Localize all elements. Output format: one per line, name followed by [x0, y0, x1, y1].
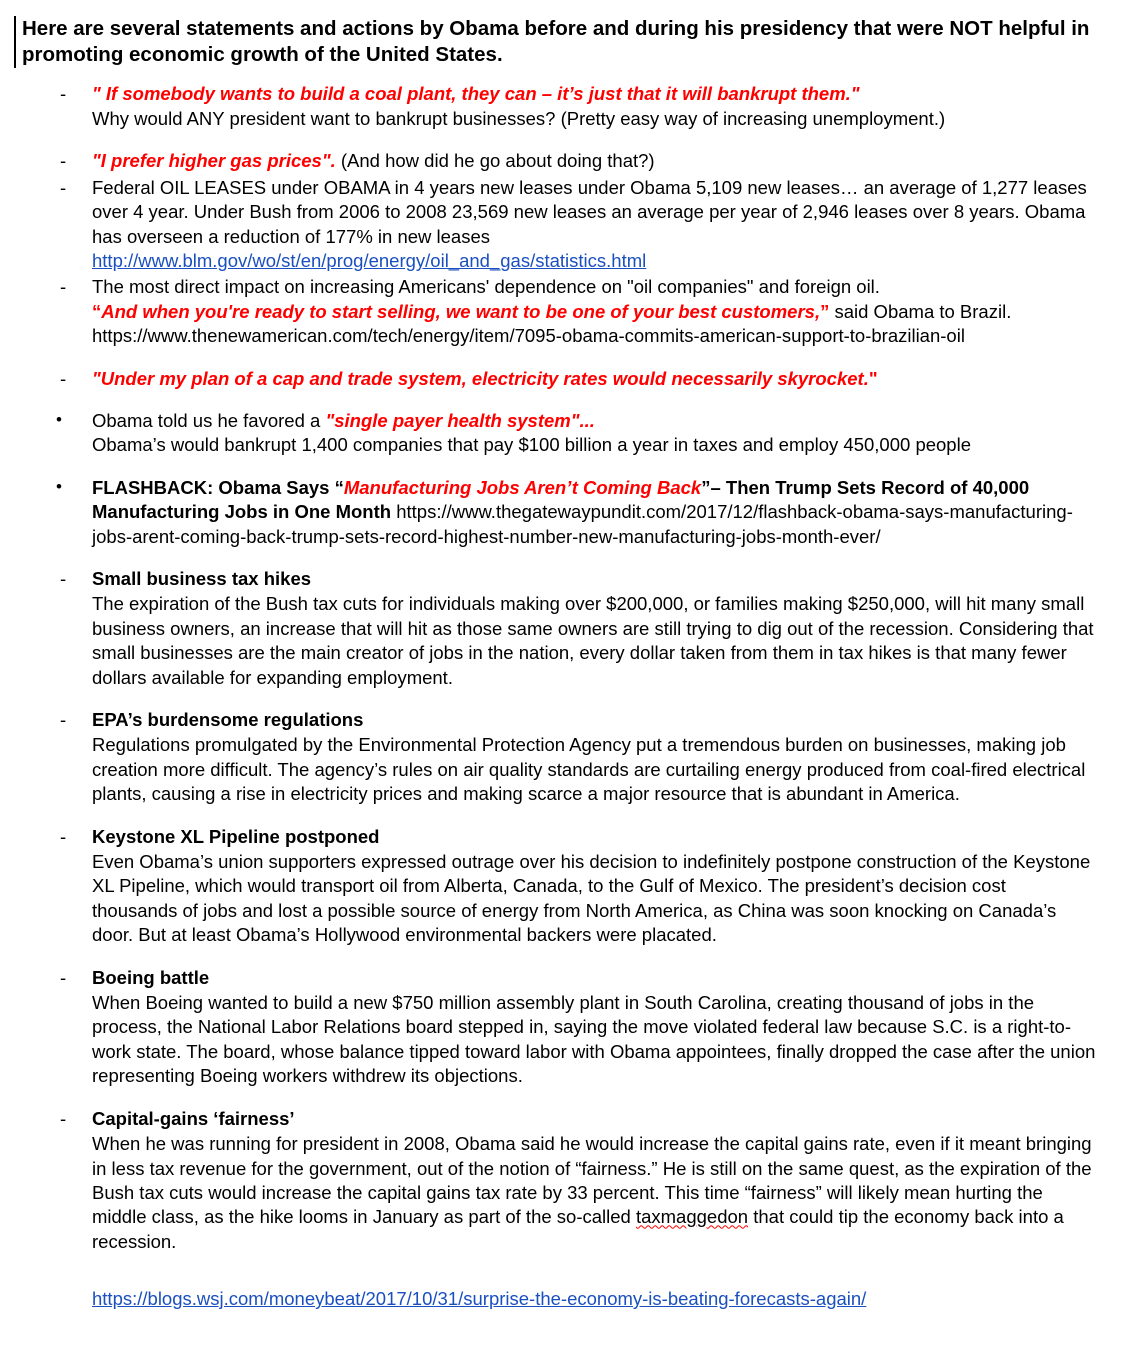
paragraph-small-business-tax-hikes: The expiration of the Bush tax cuts for individuals making over $200,000, or families making $250,000, will hit many small business owners, an increase that will hit as those same owners are still trying to dig out of the recession. Considering that small businesses are the main creator of jobs in the nation, every dollar taken from them in tax hikes is that many fewer dollars available for expanding employment. — [92, 593, 1094, 688]
list-item — [14, 1107, 1096, 1254]
quote-manufacturing-jobs: Manufacturing Jobs Aren’t Coming Back — [343, 476, 702, 498]
list-marker: - — [60, 567, 67, 589]
single-payer-comment: Obama’s would bankrupt 1,400 companies that pay $100 billion a year in taxes and employ 450,000 people — [92, 434, 971, 456]
flashback-lead: FLASHBACK: Obama Says “ — [92, 476, 344, 498]
statements-list — [14, 82, 1096, 1254]
dependence-text: The most direct impact on increasing Americans' dependence on "oil companies" and foreign oil. — [92, 276, 880, 298]
wsj-moneybeat-link[interactable]: https://blogs.wsj.com/moneybeat/2017/10/31/surprise-the-economy-is-beating-forecasts-again/ — [92, 1288, 867, 1310]
list-item — [14, 149, 1096, 173]
heading-keystone-pipeline: Keystone XL Pipeline postponed — [92, 825, 380, 847]
list-item — [14, 82, 1096, 131]
oil-leases-text: Federal OIL LEASES under OBAMA in 4 years new leases under Obama 5,109 new leases… an average of 1,277 leases over 4 year. Under Bush from 2006 to 2008 23,569 new leases an average per year of 2,946 leases over 8 years. Obama has overseen a reduction of 177% in new leases — [92, 176, 1087, 247]
quote-brazil-attribution: said Obama to Brazil. — [829, 300, 1012, 322]
page-title — [14, 16, 1096, 68]
quote-brazil: And when you're ready to start selling, we want to be one of your best customers, — [101, 300, 821, 322]
quote-cap-and-trade: "Under my plan of a cap and trade system, electricity rates would necessarily skyrocket. — [92, 367, 869, 389]
newamerican-url[interactable]: https://www.thenewamerican.com/tech/energy/item/7095-obama-commits-american-support-to-brazilian-oil — [92, 325, 965, 347]
single-payer-lead: Obama told us he favored a — [92, 409, 326, 431]
list-marker: - — [60, 176, 67, 198]
list-marker: • — [56, 409, 62, 429]
intro-period: . — [496, 43, 503, 67]
list-item — [14, 409, 1096, 458]
quote-single-payer: "single payer health system"... — [325, 409, 595, 431]
heading-epa-regulations: EPA’s burdensome regulations — [92, 709, 364, 730]
comment-coal-plant: Why would ANY president want to bankrupt businesses? (Pretty easy way of increasing unemployment.) — [92, 107, 946, 129]
list-marker: - — [60, 966, 67, 988]
list-item — [14, 476, 1096, 549]
list-marker: - — [60, 367, 67, 389]
list-marker: - — [60, 276, 67, 298]
footer-link-container — [92, 1288, 1096, 1310]
comment-gas-prices: (And how did he go about doing that?) — [335, 150, 655, 172]
quote-coal-plant: " If somebody wants to build a coal plant, they can – it’s just that it will bankrupt them." — [92, 83, 860, 105]
quote-open-mark: “ — [92, 300, 102, 322]
paragraph-keystone-pipeline: Even Obama’s union supporters expressed outrage over his decision to indefinitely postpone construction of the Keystone XL Pipeline, which would transport oil from Alberta, Canada, to the Gulf of Mexico. The president’s decision cost thousands of jobs and lost a possible source of energy from North America, as China was soon knocking on Canada’s door. But at least Obama’s Hollywood environmental backers were placated. — [92, 851, 1091, 946]
gatewaypundit-url[interactable]: https://www.thegatewaypundit.com/2017/12/flashback-obama-says-manufacturing-jobs-arent-coming-back-trump-sets-record-highest-number-new-manufacturing-jobs-month-ever/ — [92, 501, 1073, 547]
list-marker: - — [60, 709, 67, 730]
paragraph-boeing-battle: When Boeing wanted to build a new $750 million assembly plant in South Carolina, creating thousand of jobs in the process, the National Labor Relations board stepped in, saying the move violated federal law because S.C. is a right-to-work state. The board, whose balance tipped toward labor with Obama appointees, finally dropped the case after the union representing Boeing workers withdrew its objections. — [92, 992, 1096, 1087]
flashback-mid: ”– Then Trump Sets Record of 40,000 Manufacturing Jobs in One Month — [92, 476, 1030, 523]
quote-close-mark: " — [868, 367, 878, 389]
list-item — [14, 966, 1096, 1089]
misspelled-word: taxmaggedon — [635, 1206, 749, 1228]
list-marker: • — [56, 476, 62, 496]
paragraph-epa-regulations: Regulations promulgated by the Environmental Protection Agency put a tremendous burden on businesses, making job creation more difficult. The agency’s rules on air quality standards are curtailing energy produced from coal-fired electrical plants, causing a rise in electricity prices and making scarce a major resource that is abundant in America. — [92, 734, 1086, 805]
paragraph-capital-gains-part-a: When he was running for president in 2008, Obama said he would increase the capital gains rate, even if it meant bringing in less tax revenue for the government, out of the notion of “fairness.” He is still on the same quest, as the expiration of the Bush tax cuts would increase the capital gains tax rate by 33 percent. This time “fairness” will likely mean hurting the middle class, as the hike looms in January as part of the so-called — [92, 1133, 1092, 1228]
quote-gas-prices: "I prefer higher gas prices". — [92, 150, 336, 172]
blm-statistics-link[interactable]: http://www.blm.gov/wo/st/en/prog/energy/oil_and_gas/statistics.html — [92, 249, 647, 271]
heading-small-business-tax-hikes: Small business tax hikes — [92, 567, 312, 589]
heading-boeing-battle: Boeing battle — [92, 966, 210, 988]
list-marker: - — [60, 825, 67, 847]
heading-capital-gains-fairness: Capital-gains ‘fairness’ — [92, 1107, 295, 1129]
list-item: - The most direct impact on increasing Americans' dependence on "oil companies" and foreign oil. “And when you're ready to start selling, we want to be one of your best customers,” said Obama to Brazil. https://www.thenewamerican.com/tech/energy/item/7095-obama-commits-american-support-to-brazilian-oil — [14, 275, 1096, 348]
list-item — [14, 708, 1096, 807]
list-marker: - — [60, 83, 67, 105]
paragraph-capital-gains-part-b: that could tip the economy back into a recession. — [92, 1206, 1064, 1252]
list-item — [14, 176, 1096, 274]
list-item — [14, 567, 1096, 690]
intro-text: Here are several statements and actions by Obama before and during his presidency that were NOT helpful in promoting economic growth of the United States — [22, 17, 1090, 67]
list-marker: - — [60, 150, 67, 172]
list-item — [14, 825, 1096, 948]
list-marker: - — [60, 1107, 67, 1129]
list-item — [14, 367, 1096, 391]
